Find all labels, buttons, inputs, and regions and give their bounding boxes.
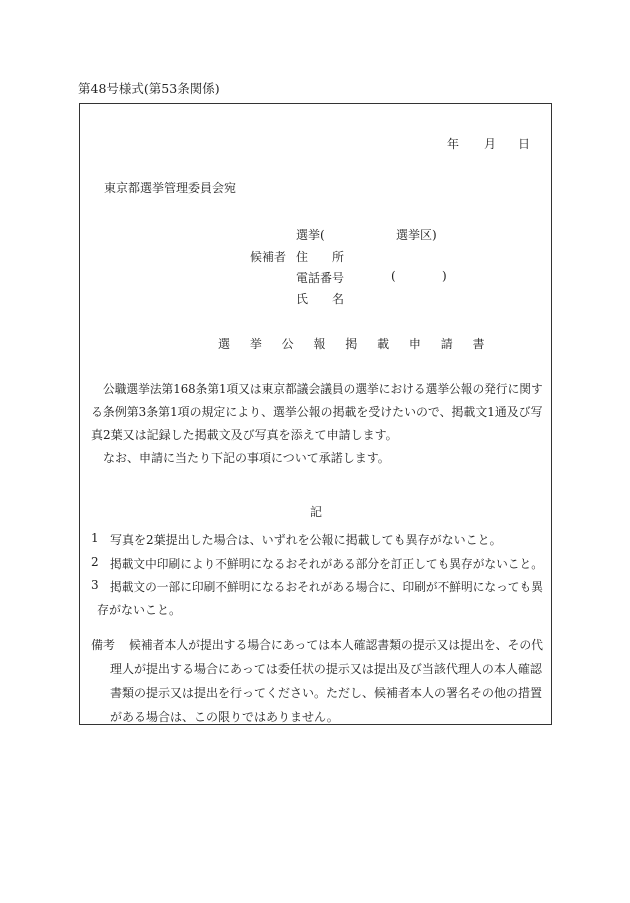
item-number: 1 [91, 531, 99, 545]
item-number: 2 [91, 555, 99, 569]
election-label: 選挙( [296, 228, 325, 242]
item-number: 3 [91, 578, 99, 592]
phone-close-paren: ) [442, 269, 447, 283]
document-title: 選 挙 公 報 掲 載 申 請 書 [218, 337, 493, 351]
addressee: 東京都選挙管理委員会宛 [104, 181, 237, 195]
body-line-2: る条例第3条第1項の規定により、選挙公報の掲載を受けたいので、掲載文1通及び写 [91, 405, 543, 419]
application-form [79, 103, 552, 725]
ki-heading: 記 [310, 505, 323, 519]
form-number: 第48号様式(第53条関係) [78, 81, 220, 96]
note-line-2: 理人が提出する場合にあっては委任状の提示又は提出及び当該代理人の本人確認 [110, 662, 542, 676]
date-day-label: 日 [518, 137, 531, 151]
date-month-label: 月 [484, 137, 497, 151]
candidate-label: 候補者 [250, 250, 287, 264]
body-line-4: なお、申請に当たり下記の事項について承諾します。 [103, 451, 390, 465]
date-year-label: 年 [447, 137, 460, 151]
item-text: 掲載文の一部に印刷不鮮明になるおそれがある場合に、印刷が不鮮明になっても異 [110, 580, 543, 594]
note-label: 備考 [91, 638, 116, 652]
note-line-1: 候補者本人が提出する場合にあっては本人確認書類の提示又は提出を、その代 [129, 638, 544, 652]
election-district-label: 選挙区) [396, 228, 437, 242]
phone-label: 電話番号 [296, 271, 345, 285]
body-line-3: 真2葉又は記録した掲載文及び写真を添えて申請します。 [91, 428, 398, 442]
item-text: 掲載文中印刷により不鮮明になるおそれがある部分を訂正しても異存がないこと。 [110, 557, 543, 571]
name-label: 氏 名 [296, 292, 345, 306]
phone-open-paren: ( [391, 269, 396, 283]
item-text: 写真を2葉提出した場合は、いずれを公報に掲載しても異存がないこと。 [110, 533, 502, 547]
item-text-continued: 存がないこと。 [97, 603, 182, 617]
note-line-3: 書類の提示又は提出を行ってください。ただし、候補者本人の署名その他の措置 [110, 686, 543, 700]
body-line-1: 公職選挙法第168条第1項又は東京都議会議員の選挙における選挙公報の発行に関す [103, 382, 543, 396]
address-label: 住 所 [296, 250, 345, 264]
note-line-4: がある場合は、この限りではありません。 [110, 710, 339, 724]
